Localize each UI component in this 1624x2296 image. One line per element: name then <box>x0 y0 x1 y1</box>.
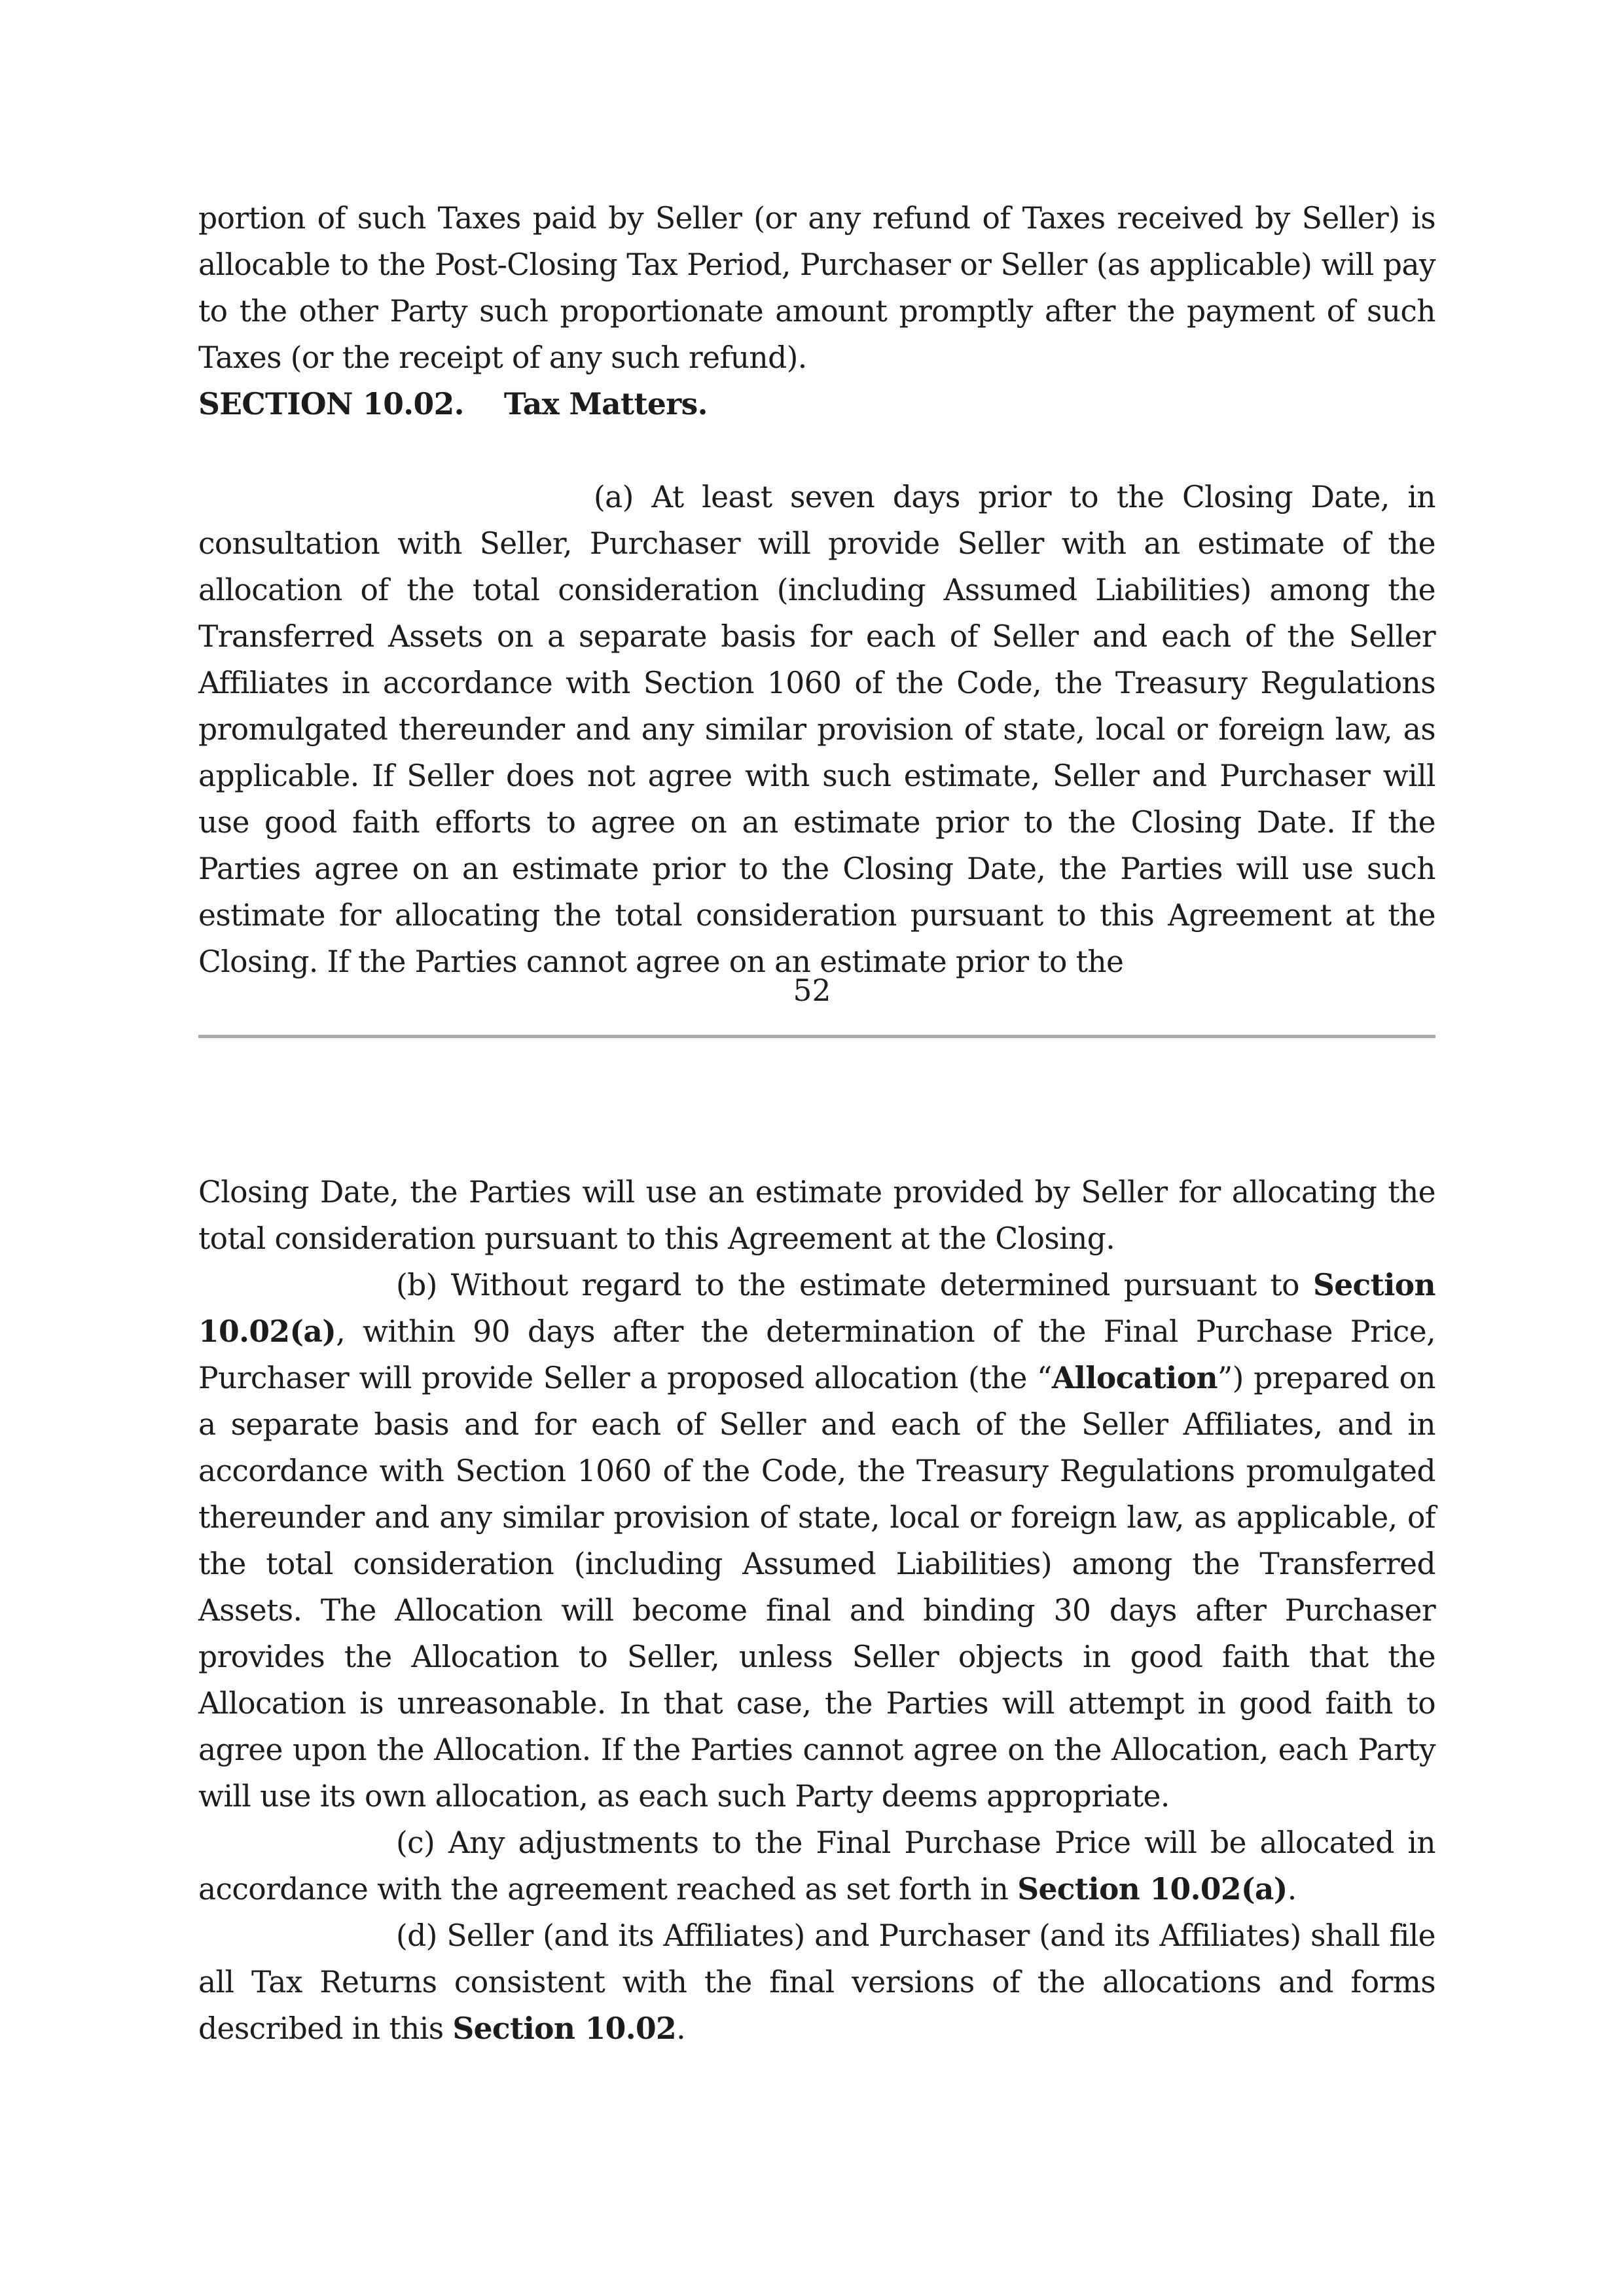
paragraph-c-text: (c) Any adjustments to the Final Purchase Price will be allocated in accordance with the agreement reached as set forth in <box>198 1825 1435 1907</box>
paragraph-d-period: . <box>676 2011 685 2046</box>
page-number: 52 <box>793 973 831 1008</box>
paragraph-b-rest: ”) prepared on a separate basis and for each of Seller and each of the Seller Affiliates, and in accordance with Section 1060 of the Code, the Treasury Regulations promulgated thereunder and any similar provision of state, local or foreign law, as applicable, of the total consideration (including Assumed Liabilities) among the Transferred Assets. The Allocation will become final and binding 30 days after Purchaser provides the Allocation to Seller, unless Seller objects in good faith that the Allocation is unreasonable. In that case, the Parties will attempt in good faith to agree upon the Allocation. If the Parties cannot agree on the Allocation, each Party will use its own allocation, as each such Party deems appropriate. <box>198 1361 1435 1814</box>
section-heading: SECTION 10.02. Tax Matters. <box>198 386 708 422</box>
paragraph-b-mid: , within 90 days after the determination of the Final Purchase Price, Purchaser will provide Seller a proposed allocation (the “ <box>198 1314 1435 1395</box>
page-break-rule <box>198 1035 1435 1038</box>
paragraph-c-period: . <box>1287 1872 1297 1907</box>
paragraph-d-section-ref: Section 10.02 <box>452 2011 677 2046</box>
paragraph-b-intro: (b) Without regard to the estimate determined pursuant to <box>396 1268 1299 1302</box>
paragraph-c-section-ref: Section 10.02(a) <box>1017 1871 1288 1907</box>
allocation-defined-term: Allocation <box>1051 1360 1218 1395</box>
paragraph-a-text: (a) At least seven days prior to the Closing Date, in consultation with Seller, Purchaser will provide Seller with an estimate of the allocation of the total consideration (including Assumed Liabilities) among the Transferred Assets on a separate basis for each of Seller and each of the Seller Affiliates in accordance with Section 1060 of the Code, the Treasury Regulations promulgated thereunder and any similar provision of state, local or foreign law, as applicable. If Seller does not agree with such estimate, Seller and Purchaser will use good faith efforts to agree on an estimate prior to the Closing Date. If the Parties agree on an estimate prior to the Closing Date, the Parties will use such estimate for allocating the total consideration pursuant to this Agreement at the Closing. If the Parties cannot agree on an estimate prior to the <box>198 480 1435 979</box>
blank-line <box>198 427 1435 474</box>
continuation-paragraph: Closing Date, the Parties will use an estimate provided by Seller for allocating the total consideration pursuant to this Agreement at the Closing. <box>198 1175 1435 1256</box>
paragraph-c <box>198 1820 1435 1912</box>
page-53-body <box>198 1169 1435 2052</box>
page-52-body <box>198 195 1435 985</box>
paragraph-a <box>198 474 1435 985</box>
paragraph-d-text: (d) Seller (and its Affiliates) and Purchaser (and its Affiliates) shall file all Tax Returns consistent with the final versions of the allocations and forms described in this <box>198 1918 1435 2046</box>
paragraph-b <box>198 1262 1435 1820</box>
paragraph-b-section-ref: Section 10.02(a) <box>198 1267 1435 1349</box>
paragraph-d <box>198 1912 1435 2052</box>
carry-over-paragraph: portion of such Taxes paid by Seller (or any refund of Taxes received by Seller) is allocable to the Post-Closing Tax Period, Purchaser or Seller (as applicable) will pay to the other Party such proportionate amount promptly after the payment of such Taxes (or the receipt of any such refund). <box>198 201 1435 375</box>
